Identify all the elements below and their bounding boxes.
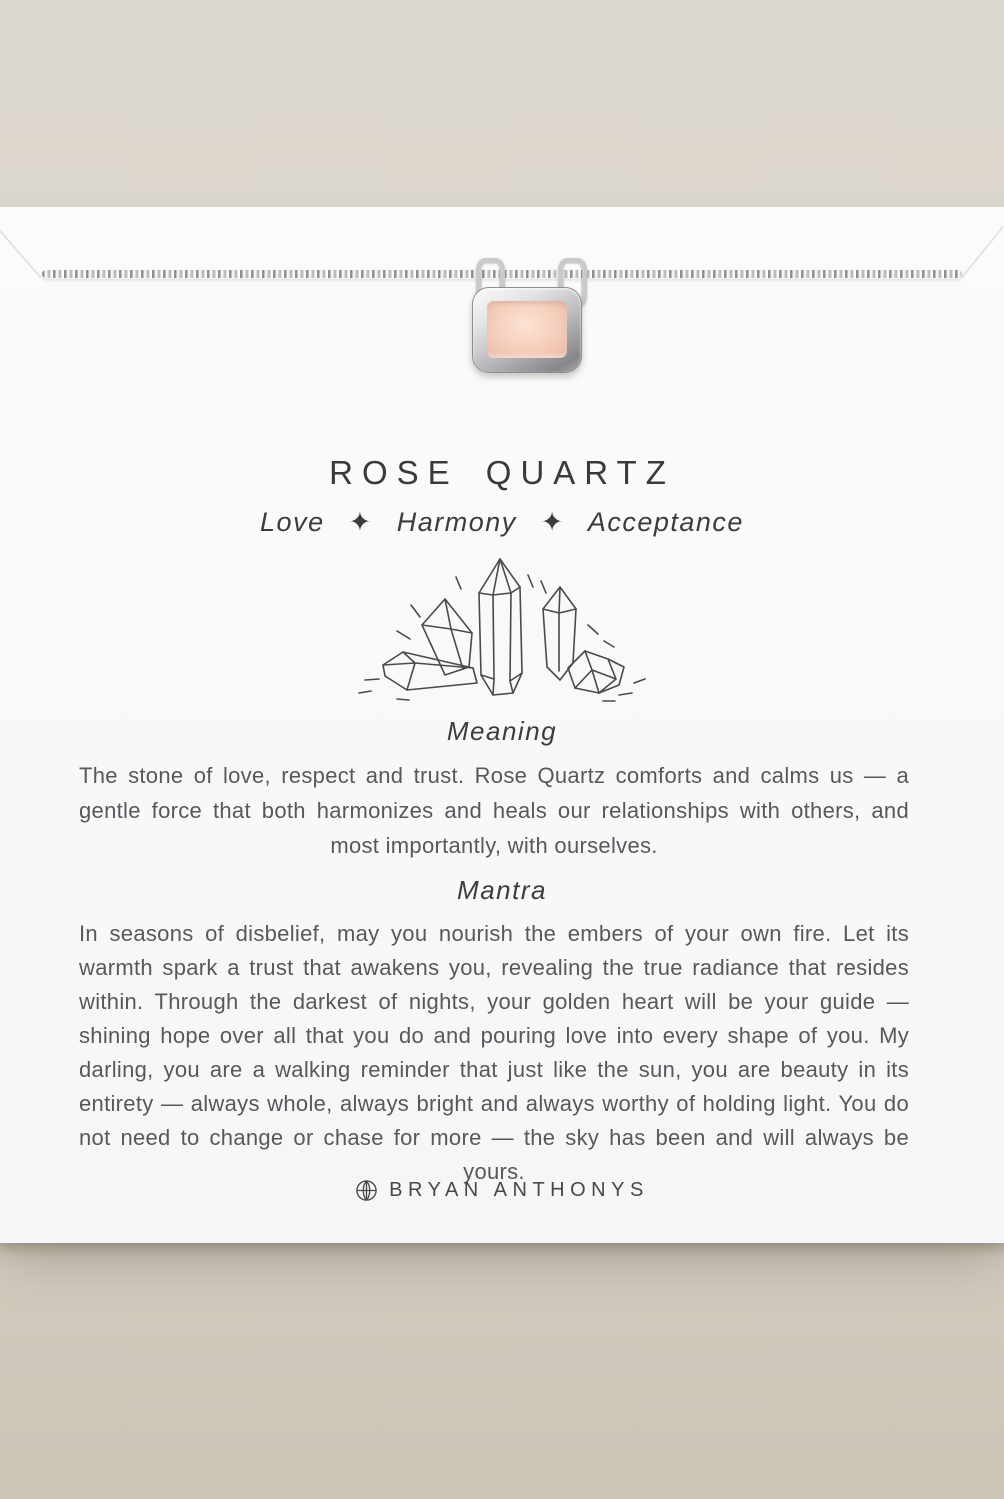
mantra-text: In seasons of disbelief, may you nourish the embers of your own fire. Let its warmth spark a trust that awakens you, revealing the true radiance that resides within. Through the darkest of nights, your golden heart will be your guide — shining hope over all that you do and pouring love into every shape of you. My darling, you are a walking reminder that just like the sun, you are beauty in its entirety — always whole, always bright and always worthy of holding light. You do not need to change or chase for more — the sky has been and will always be yours. [79,921,909,1184]
product-title: ROSE QUARTZ [329,454,675,491]
crystal-cluster-icon [357,551,647,709]
brand-lockup [0,1179,1004,1202]
trait-words: Love ✦ Harmony ✦ Acceptance [260,507,744,537]
meaning-text: The stone of love, respect and trust. Rose Quartz comforts and calms us — a gentle force that both harmonizes and heals our relationships with others, and most importantly, with ourselves. [79,763,909,858]
mantra-heading: Mantra [457,875,547,905]
globe-logo-icon [355,1179,378,1202]
brand-name: BRYAN ANTHONYS [389,1179,649,1201]
rose-quartz-pendant [466,258,588,374]
pendant-silver-frame [472,287,582,373]
crystal-cluster-illustration [0,551,1004,714]
rose-quartz-stone [487,301,567,358]
meaning-heading: Meaning [446,716,558,746]
